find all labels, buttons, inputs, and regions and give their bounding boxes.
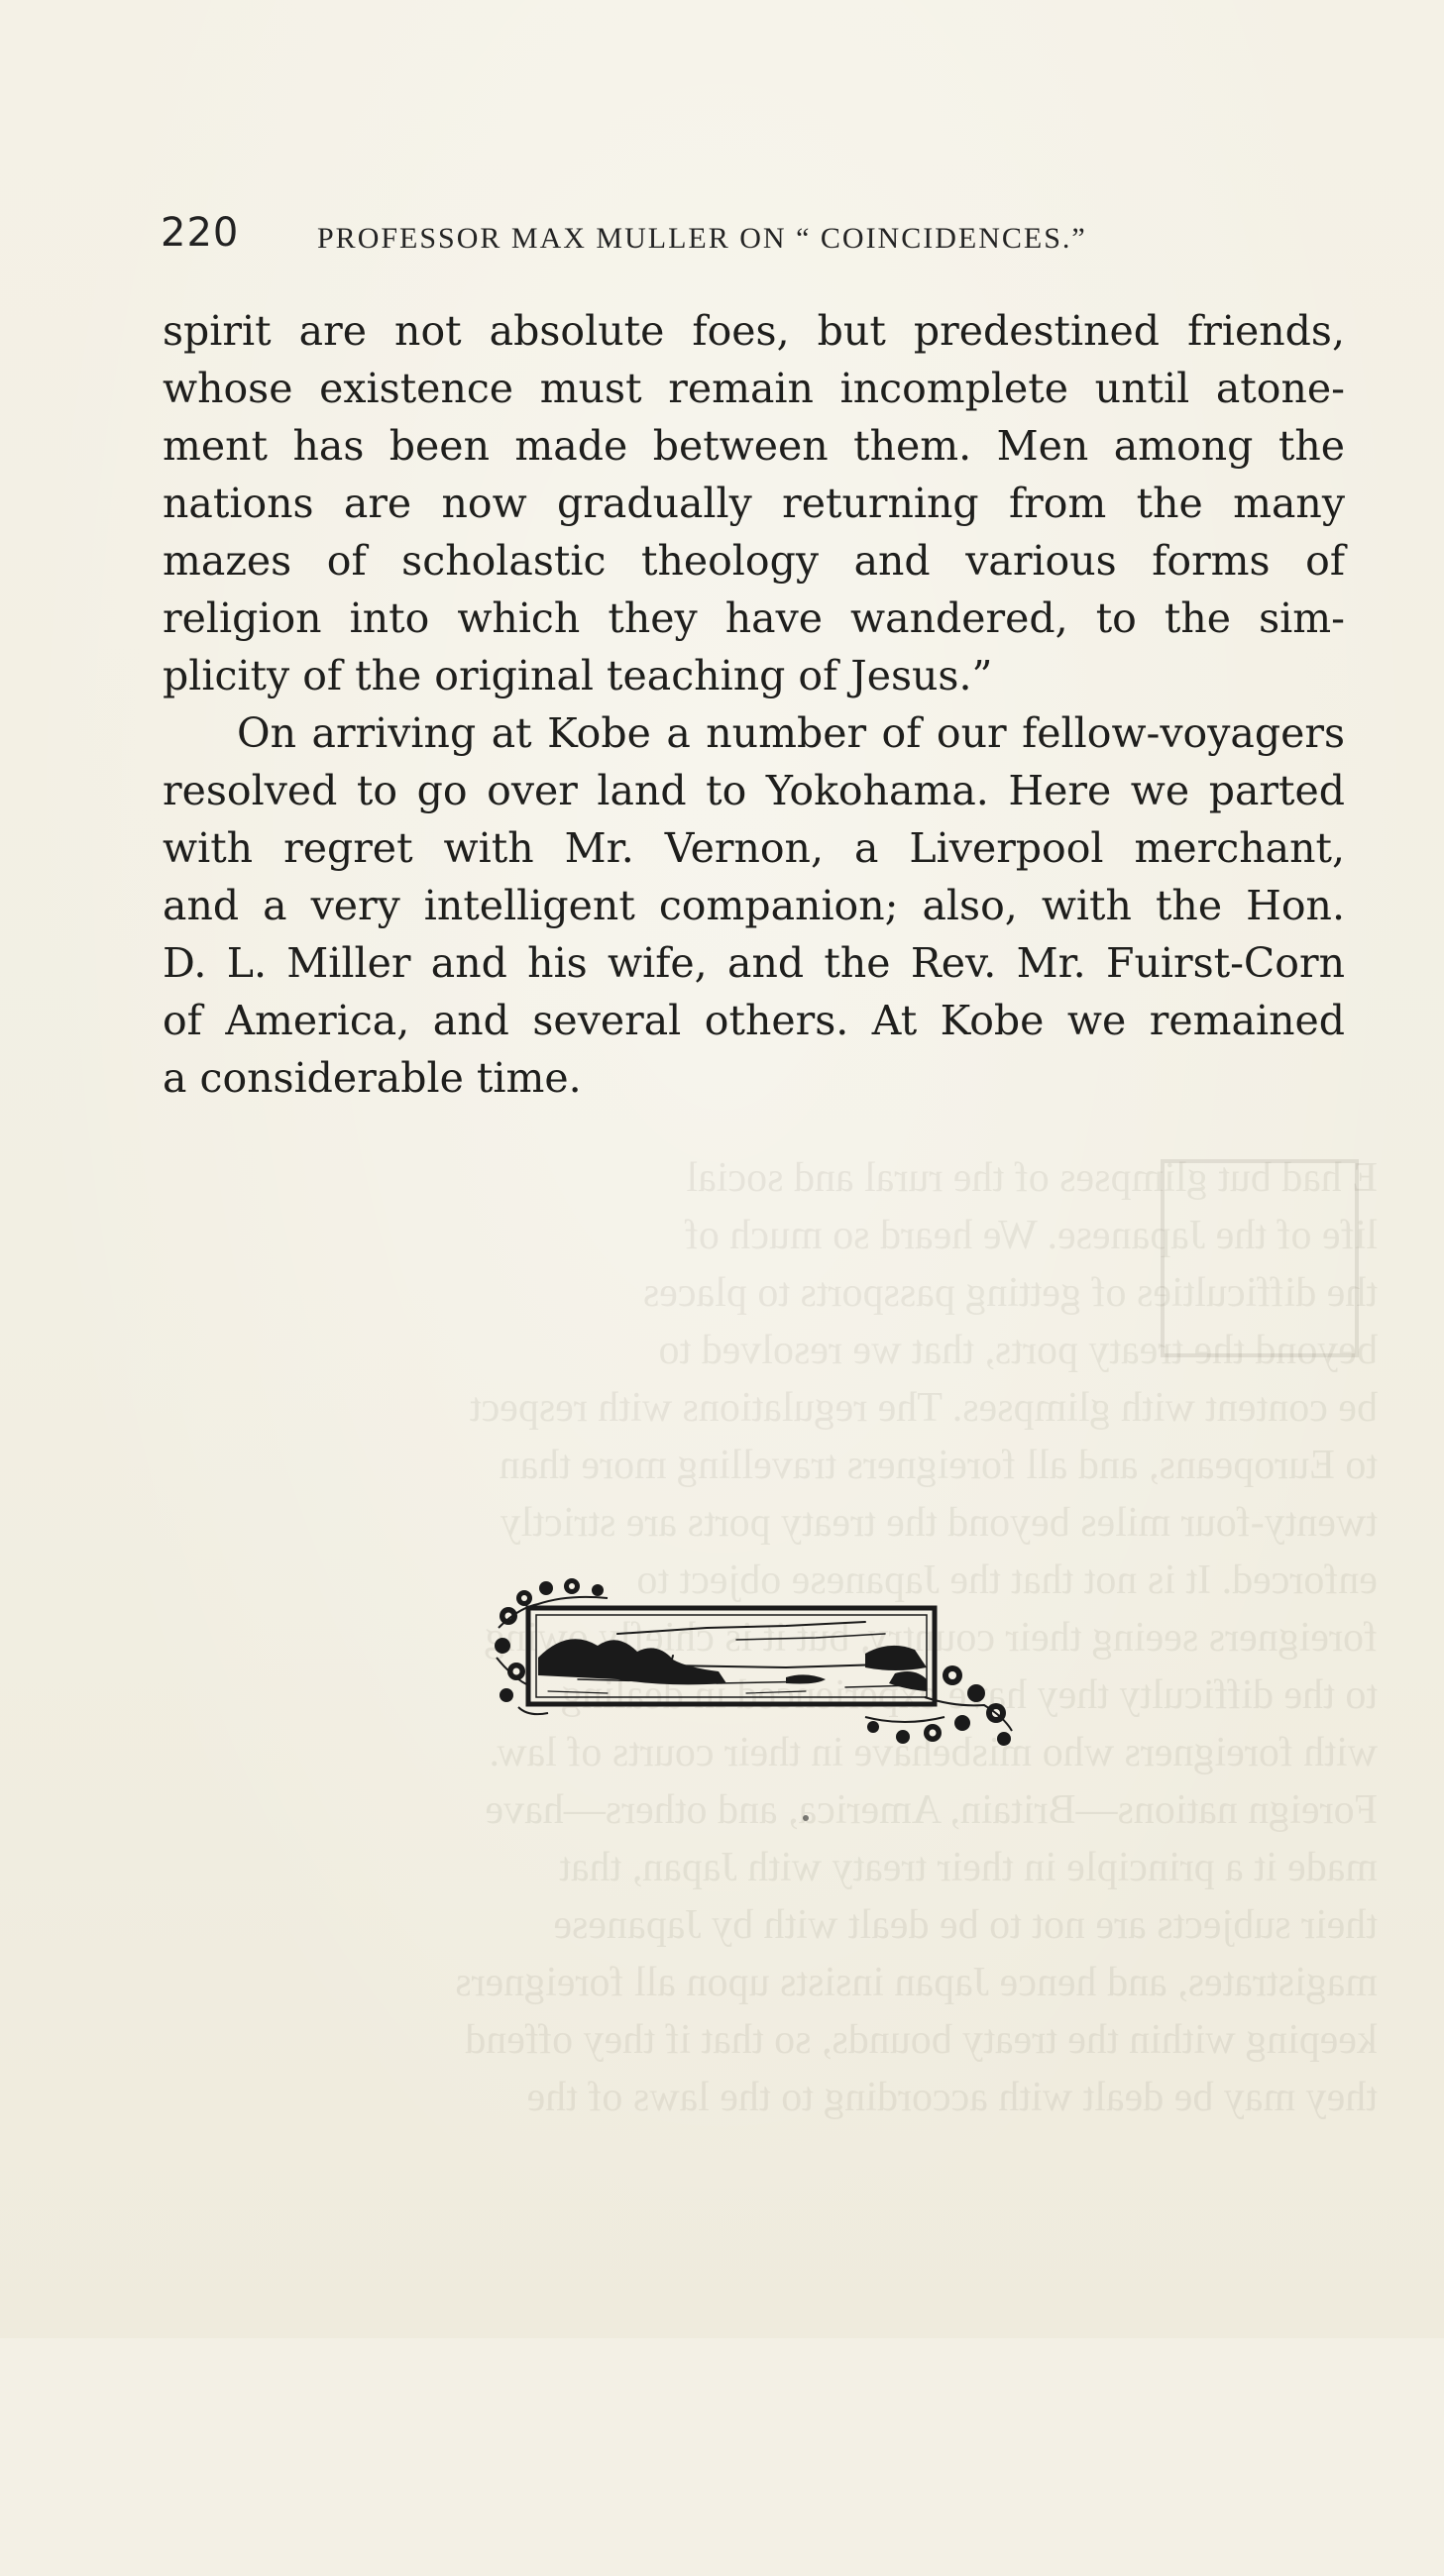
- running-head: PROFESSOR MAX MULLER ON “ COINCIDENCES.”: [317, 222, 1087, 255]
- text-line-paragraph-start: On arriving at Kobe a number of our fellow-voyagers: [237, 709, 1345, 757]
- text-line: spirit are not absolute foes, but predestined friends,: [163, 307, 1345, 355]
- show-through-initial-letter-frame: [1161, 1159, 1359, 1357]
- floral-landscape-tailpiece-icon: [489, 1568, 1020, 1751]
- page-number: 220: [161, 210, 240, 256]
- text-line: with regret with Mr. Vernon, a Liverpool merchant,: [163, 824, 1345, 872]
- text-line: ment has been made between them. Men among the: [163, 422, 1345, 470]
- text-line: of America, and several others. At Kobe we remained: [163, 997, 1345, 1044]
- text-line: and a very intelligent companion; also, with the Hon.: [163, 882, 1345, 929]
- page-header: [161, 210, 1211, 269]
- text-line: nations are now gradually returning from the many: [163, 480, 1345, 527]
- text-line: resolved to go over land to Yokohama. Here we parted: [163, 767, 1345, 814]
- text-line: religion into which they have wandered, to the sim-: [163, 594, 1345, 642]
- text-line-paragraph-end: plicity of the original teaching of Jesus.”: [163, 652, 993, 699]
- text-line-paragraph-end: a considerable time.: [163, 1054, 582, 1102]
- ink-speck: [803, 1815, 809, 1821]
- body-text: [163, 302, 1345, 1107]
- text-line: mazes of scholastic theology and various forms of: [163, 537, 1345, 585]
- text-line: D. L. Miller and his wife, and the Rev. Mr. Fuirst-Corn: [163, 939, 1345, 987]
- text-line: whose existence must remain incomplete until atone-: [163, 365, 1345, 412]
- show-through-from-reverse-page: E had but glimpses of the rural and social life of the Japanese. We heard so much of the difficulties of getting passports to places beyond the treaty ports, that we resolved to be content with glimpses. The regulations with respect to Europeans, and all foreigners travelling more than twenty-four miles beyond the treaty ports are strictly enforced. It is not that the Japanese object to foreigners seeing their country, but it is chiefly owing to the difficulty they have experienced in dealing with foreigners who misbehave in their courts of law. Foreign nations—Britain, America, and others—have made it a principle in their treaty with Japan, that their subjects are not to be dealt with by Japanese magistrates, and hence Japan insists upon all foreigners keeping within the treaty bounds, so that if they offend they may be dealt with according to the laws of the: [455, 1155, 1378, 2120]
